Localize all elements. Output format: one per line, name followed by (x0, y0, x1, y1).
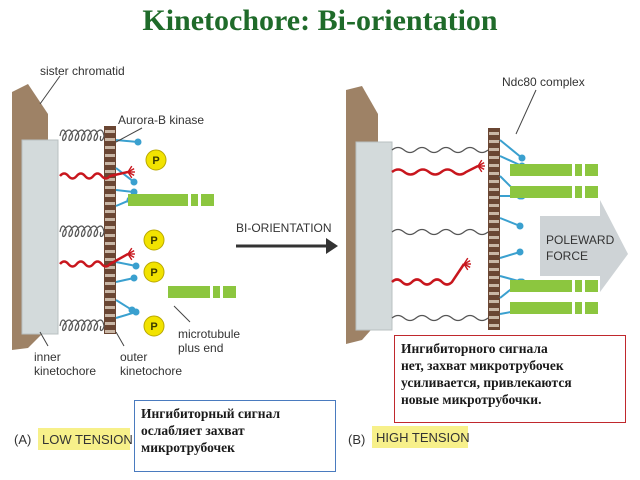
microtubule (168, 286, 236, 298)
panel-b-letter: (B) (348, 432, 366, 447)
aurora-b-strand (392, 166, 478, 175)
ndc80-label: Ndc80 complex (502, 75, 585, 89)
outer-kinetochore-stripe (105, 242, 115, 245)
phosphate-label: P (152, 155, 160, 167)
outer-kinetochore-stripe (489, 308, 499, 311)
note-inhibitory-signal: Ингибиторный сигнал ослабляет захват микротрубочек (134, 400, 336, 472)
outer-kinetochore-stripe (489, 244, 499, 247)
outer-kinetochore-stripe (489, 132, 499, 135)
outer-kinetochore-stripe (105, 162, 115, 165)
microtubule-gap (572, 280, 575, 292)
outer-kinetochore-stripe (105, 314, 115, 317)
outer-kinetochore-stripe (489, 236, 499, 239)
page-title: Kinetochore: Bi-orientation (142, 4, 498, 37)
outer-kinetochore-stripe (105, 306, 115, 309)
aurora-b-strand (60, 254, 128, 267)
poleward-label-1: POLEWARD (546, 233, 615, 247)
note-no-inhibitory-signal: Ингибиторного сигнала нет, захват микротрубочек усиливается, привлекаются новые микротрубочки. (394, 335, 626, 423)
microtubule-gap (188, 194, 191, 206)
microtubule-gap (220, 286, 223, 298)
outer-label-2: kinetochore (120, 364, 183, 378)
microtubule-gap (582, 164, 585, 176)
outer-kinetochore-stripe (105, 282, 115, 285)
sister-chromatid-label: sister chromatid (40, 64, 125, 78)
outer-kinetochore-stripe (105, 170, 115, 173)
ndc80-head (131, 275, 138, 282)
springs-a (60, 130, 104, 331)
microtubule-gap (582, 302, 585, 314)
ndc80-head (519, 155, 526, 162)
microtubule (128, 194, 214, 206)
outer-kinetochore-stripe (105, 322, 115, 325)
microtubule-gap (198, 194, 201, 206)
outer-kinetochore-stripe (489, 300, 499, 303)
panel-b-structure (346, 86, 598, 344)
ndc80-head (135, 139, 142, 146)
phosphate-label: P (150, 321, 158, 333)
outer-kinetochore-stripe (489, 260, 499, 263)
inner-kinetochore-b (356, 142, 392, 330)
stretched-spring (392, 148, 488, 153)
microtubule-gap (582, 186, 585, 198)
microtubule-gap (210, 286, 213, 298)
outer-kinetochore-stripe (489, 324, 499, 327)
outer-kinetochore-stripe (105, 154, 115, 157)
stretched-spring (392, 316, 488, 321)
outer-kinetochore-stripe (105, 290, 115, 293)
outer-kinetochore-stripe (489, 196, 499, 199)
spring-coil (60, 320, 104, 331)
microtubule-gap (572, 302, 575, 314)
ndc80-head (517, 249, 524, 256)
outer-kinetochore-stripe (105, 298, 115, 301)
ndc80-head (133, 263, 140, 270)
stretched-spring (392, 230, 488, 235)
ndc80-head (131, 179, 138, 186)
inner-label-1: inner (34, 350, 61, 364)
outer-kinetochore-stripe (489, 268, 499, 271)
outer-kinetochore-stripe (489, 164, 499, 167)
panel-b-caption: HIGH TENSION (376, 430, 470, 445)
outer-kinetochore-stripe (105, 258, 115, 261)
phosphates-a (144, 150, 166, 336)
outer-kinetochore-bar (104, 126, 116, 334)
outer-kinetochore-stripe (489, 148, 499, 151)
outer-kinetochore-stripe (489, 316, 499, 319)
aurora-b-kinase-b (392, 160, 485, 284)
outer-kinetochore-stripe (489, 156, 499, 159)
inner-label-2: kinetochore (34, 364, 97, 378)
bi-orientation-arrow (236, 238, 338, 254)
outer-kinetochore-stripe (489, 252, 499, 255)
microtubule-label-2: plus end (178, 341, 224, 355)
outer-kinetochore-stripe (105, 130, 115, 133)
aurora-b-label: Aurora-B kinase (118, 113, 205, 127)
poleward-label-2: FORCE (546, 249, 588, 263)
microtubule-gap (582, 280, 585, 292)
outer-kinetochore-stripe (105, 234, 115, 237)
outer-kinetochore-stripe (105, 330, 115, 333)
ndc80-head (133, 309, 140, 316)
outer-kinetochore-stripe (105, 226, 115, 229)
phosphate-label: P (150, 235, 158, 247)
outer-kinetochore-stripe (105, 138, 115, 141)
outer-kinetochore-stripe (105, 202, 115, 205)
microtubule-label-1: microtubule (178, 327, 241, 341)
outer-kinetochore-stripe (489, 204, 499, 207)
phosphate-label: P (150, 267, 158, 279)
outer-kinetochore-stripe (105, 194, 115, 197)
microtubule-gap (572, 164, 575, 176)
outer-kinetochore-stripe (489, 276, 499, 279)
aurora-b-kinase-a (60, 166, 135, 266)
outer-kinetochore-stripe (489, 140, 499, 143)
outer-kinetochore-stripe (105, 250, 115, 253)
ndc80-head (517, 223, 524, 230)
panel-a-letter: (A) (14, 432, 32, 447)
inner-kinetochore-a (22, 140, 58, 334)
outer-kinetochore-stripe (489, 212, 499, 215)
spring-coil (60, 130, 104, 141)
outer-kinetochore-stripe (105, 186, 115, 189)
aurora-b-strand (60, 172, 128, 179)
outer-kinetochore-stripe (105, 274, 115, 277)
ndc80-complex-a (116, 139, 142, 319)
aurora-b-strand (392, 264, 464, 285)
outer-kinetochore-stripe (105, 146, 115, 149)
microtubules-a (128, 194, 236, 298)
outer-kinetochore-stripe (105, 210, 115, 213)
bi-orientation-label: BI-ORIENTATION (236, 221, 332, 235)
outer-label-1: outer (120, 350, 148, 364)
outer-kinetochore-stripe (489, 228, 499, 231)
outer-kinetochore-stripe (489, 172, 499, 175)
outer-kinetochore-stripe (489, 188, 499, 191)
panel-a-caption: LOW TENSION (42, 432, 133, 447)
ndc80-arm (500, 140, 522, 158)
microtubule-gap (572, 186, 575, 198)
outer-kinetochore-b (488, 128, 500, 330)
outer-kinetochore-stripe (105, 218, 115, 221)
outer-kinetochore-stripe (489, 292, 499, 295)
outer-kinetochore-stripe (489, 180, 499, 183)
outer-kinetochore-a (104, 126, 116, 334)
spring-coil (60, 226, 104, 237)
outer-kinetochore-stripe (489, 220, 499, 223)
outer-kinetochore-stripe (489, 284, 499, 287)
